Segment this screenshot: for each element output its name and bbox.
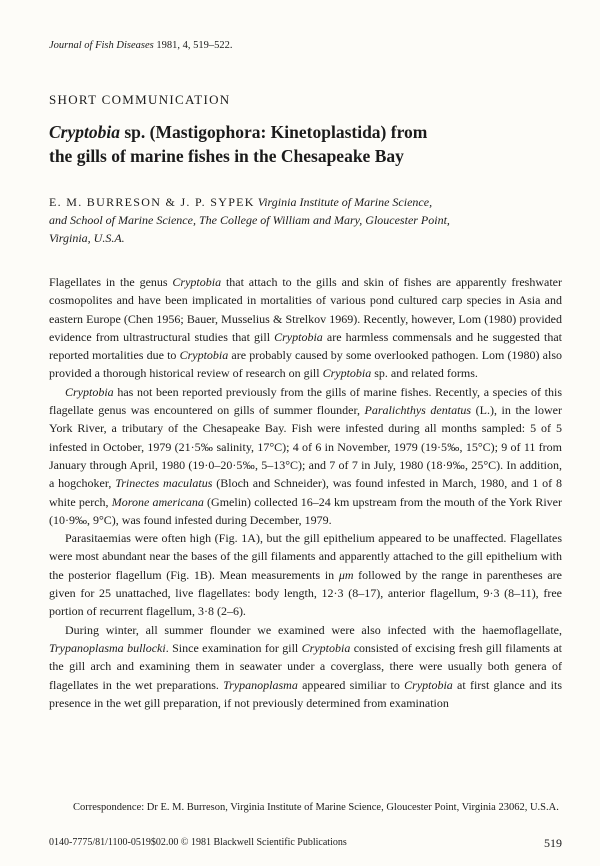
text-run: (L.), in the lower York River, a tributary of the Chesapeake Bay. Fish were infested during all months sampled: 5 of 5 infested in October, 1979 (21·5‰ salinity, 17°C); 4 of 6 in November, 1979 (19·5‰, 15°C); 9 of 11 from January through April, 1980 (19·0–20·5‰, 5–13°C); and 7 of 7 in July, 1980 (18·9‰, 25°C). In addition, a hogchoker, xyxy=(49,403,562,491)
text-run: . Since examination for gill xyxy=(165,640,302,655)
text-run: appeared similiar to xyxy=(297,677,405,692)
text-run: at first glance and its presence in the wet gill preparation, if not previously determined from examination xyxy=(49,677,563,710)
journal-name: Journal of Fish Diseases xyxy=(49,40,154,51)
page-number: 519 xyxy=(544,836,562,850)
section-label: SHORT COMMUNICATION xyxy=(49,92,231,107)
paragraph-4 xyxy=(49,621,562,712)
text-run: followed by the range in parentheses are given for 25 unattached, live flagellates: body length, 12·3 (8–17), anterior flagellum, 9·3 (8–11), free portion of recurrent flagellum, 3·8 (2–6). xyxy=(49,567,562,619)
text-run: During winter, all summer flounder we examined were also infected with the haemoflagellate, xyxy=(65,622,562,637)
text-run: are harmless commensals and he suggested that reported mortalities due to xyxy=(49,329,562,363)
journal-citation xyxy=(49,40,232,51)
taxon-name: Trypanoplasma bullocki xyxy=(49,640,166,655)
title-line1-rest: sp. (Mastigophora: Kinetoplastida) from xyxy=(119,122,428,142)
taxon-name: Cryptobia xyxy=(404,677,453,692)
text-run: (Gmelin) collected 16–24 km upstream from the mouth of the York River (10·9‰, 9°C), was found infested during December, 1979. xyxy=(49,494,563,527)
page-footer xyxy=(49,837,562,848)
journal-ref: 1981, 4, 519–522. xyxy=(153,40,233,51)
taxon-name: Cryptobia xyxy=(301,640,351,655)
author-names: E. M. BURRESON & J. P. SYPEK xyxy=(49,195,255,209)
paragraph-1 xyxy=(49,273,562,383)
taxon-name: Cryptobia xyxy=(179,348,229,363)
unit: μm xyxy=(338,567,354,582)
text-run: Parasitaemias were often high (Fig. 1A), but the gill epithelium appeared to be unaffected. Flagellates were most abundant near the bases of the gill filaments and apparently attached to the gill epithelium with the posterior flagellum (Fig. 1B). Mean measurements in xyxy=(49,531,562,582)
taxon-name: Trinectes maculatus xyxy=(115,476,213,491)
affiliation-2: and School of Marine Science, The College of William and Mary, Gloucester Point, xyxy=(49,213,450,227)
taxon-name: Cryptobia xyxy=(274,329,323,344)
text-run: has not been reported previously from the gills of marine fishes. Recently, a species of this flagellate genus was encountered on gills of summer flounder, xyxy=(49,384,562,418)
paragraph-2 xyxy=(49,383,562,529)
affiliation-1: Virginia Institute of Marine Science, xyxy=(257,195,433,209)
affiliation-3: Virginia, U.S.A. xyxy=(49,231,125,245)
paragraph-3 xyxy=(49,529,562,620)
text-run: that attach to the gills and skin of fishes are apparently freshwater cosmopolites and have been implicated in mortalities of various pond cultured carp species in Asia and eastern Europe (Chen 1956; Bauer, Musselius & Strelkov 1969). Recently, however, Lom (1980) provided evidence from ultrastructural studies that gill xyxy=(49,275,562,344)
taxon-name: Cryptobia xyxy=(322,366,372,381)
article-body xyxy=(49,273,562,712)
footer-code: 0140-7775/81/1100-0519$02.00 © 1981 Blackwell Scientific Publications xyxy=(49,837,347,848)
taxon-name: Cryptobia xyxy=(65,384,114,399)
text-run: Flagellates in the genus xyxy=(49,275,173,289)
taxon-name: Paralichthys dentatus xyxy=(364,403,472,418)
text-run: are probably caused by some overlooked pathogen. Lom (1980) also provided a thorough historical review of research on gill xyxy=(49,348,562,381)
taxon-name: Trypanoplasma xyxy=(223,677,298,692)
article-title xyxy=(49,120,569,168)
title-line2: the gills of marine fishes in the Chesapeake Bay xyxy=(49,146,404,166)
correspondence-note: Correspondence: Dr E. M. Burreson, Virginia Institute of Marine Science, Gloucester Point, Virginia 23062, U.S.A. xyxy=(73,802,559,813)
text-run: consisted of excising fresh gill filaments at the gill arch and examining them in seawater under a coverglass, there were usually both genera of flagellates in the wet preparations. xyxy=(49,640,563,692)
taxon-name: Morone americana xyxy=(111,494,204,509)
text-run: (Bloch and Schneider), was found infested in March, 1980, and 1 of 8 white perch, xyxy=(49,476,563,509)
taxon-name: Cryptobia xyxy=(172,275,222,289)
title-genus: Cryptobia xyxy=(49,122,120,142)
author-block xyxy=(49,193,569,247)
text-run: sp. and related forms. xyxy=(371,366,478,381)
